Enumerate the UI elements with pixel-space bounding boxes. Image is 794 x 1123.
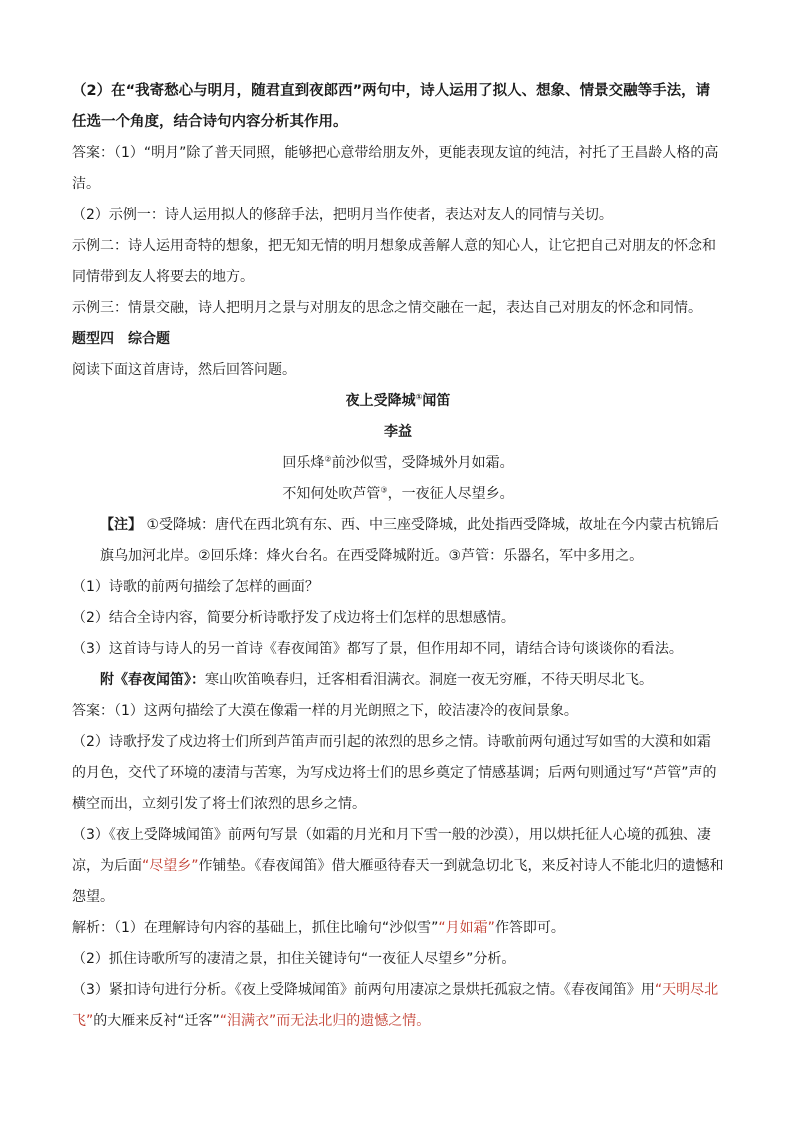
answer-q1: 答案：（1）这两句描绘了大漠在像霜一样的月光朗照之下，皎洁凄冷的夜间景象。 <box>72 703 578 719</box>
poem-notes <box>72 510 724 572</box>
question-2: （2）结合全诗内容，简要分析诗歌抒发了戍边将士们怎样的思想感情。 <box>72 610 515 626</box>
appendix-poem <box>72 665 724 696</box>
note-label: 【注】 <box>100 517 142 533</box>
note-text: ①受降城：唐代在西北筑有东、西、中三座受降城，此处指西受降城，故址在今内蒙古杭锦后旗乌加河北岸。②回乐烽：烽火台名。在西受降城附近。③芦管：乐器名，军中多用之。 <box>100 517 720 564</box>
section-title: 题型四 综合题 <box>72 331 170 347</box>
analysis-2: （2）抓住诗歌所写的凄清之景，扣住关键诗句“一夜征人尽望乡”分析。 <box>72 951 516 967</box>
poem-line-1: 回乐烽②前沙似雪，受降城外月如霜。 <box>282 454 514 471</box>
answer-q2: （2）诗歌抒发了戍边将士们所到芦笛声而引起的浓烈的思乡之情。诗歌前两句通过写如雪的大漠和如霜的月色，交代了环境的凄清与苦寒，为写戍边将士们的思乡奠定了情感基调；后两句则通过写“芦管”声的横空而出，立刻引发了将士们浓烈的思乡之情。 <box>72 734 717 812</box>
answer-2-example-3: 示例三：情景交融，诗人把明月之景与对朋友的思念之情交融在一起，表达自己对朋友的怀念和同情。 <box>72 300 702 316</box>
poem-line-2: 不知何处吹芦管③，一夜征人尽望乡。 <box>282 485 514 502</box>
analysis-3: （3）紧扣诗句进行分析。《夜上受降城闻笛》前两句用凄凉之景烘托孤寂之情。《春夜闻笛》用“天明尽北飞”的大雁来反衬“迁客”“泪满衣”而无法北归的遗憾之情。 <box>72 982 719 1029</box>
answer-1: 答案：（1）“明月”除了普天同照，能够把心意带给朋友外，更能表现友谊的纯洁，衬托了王昌龄人格的高洁。 <box>72 145 719 192</box>
poem-author: 李益 <box>384 424 412 440</box>
answer-2-example-1: （2）示例一：诗人运用拟人的修辞手法，把明月当作使者，表达对友人的同情与关切。 <box>72 207 613 223</box>
question-3: （3）这首诗与诗人的另一首诗《春夜闻笛》都写了景，但作用却不同，请结合诗句谈谈你的看法。 <box>72 641 683 657</box>
poem-title: 夜上受降城①闻笛 <box>345 392 451 409</box>
appendix-text: 寒山吹笛唤春归，迁客相看泪满衣。洞庭一夜无穷雁，不待天明尽北飞。 <box>205 672 653 688</box>
instruction: 阅读下面这首唐诗，然后回答问题。 <box>72 362 296 378</box>
question-2-prompt: （2）在“我寄愁心与明月，随君直到夜郎西”两句中，诗人运用了拟人、想象、情景交融等手法，请任选一个角度，结合诗句内容分析其作用。 <box>72 83 711 130</box>
analysis-1: 解析：（1）在理解诗句内容的基础上，抓住比喻句“沙似雪”“月如霜”作答即可。 <box>72 920 565 936</box>
answer-2-example-2: 示例二：诗人运用奇特的想象，把无知无情的明月想象成善解人意的知心人，让它把自己对朋友的怀念和同情带到友人将要去的地方。 <box>72 238 716 285</box>
document-page <box>72 76 724 1037</box>
answer-q3: （3）《夜上受降城闻笛》前两句写景（如霜的月光和月下雪一般的沙漠），用以烘托征人心境的孤独、凄凉，为后面“尽望乡”作铺垫。《春夜闻笛》借大雁亟待春天一到就急切北飞，来反衬诗人不能北归的遗憾和怨望。 <box>72 827 724 905</box>
question-1: （1）诗歌的前两句描绘了怎样的画面？ <box>72 579 319 595</box>
appendix-label: 附《春夜闻笛》： <box>100 672 205 688</box>
